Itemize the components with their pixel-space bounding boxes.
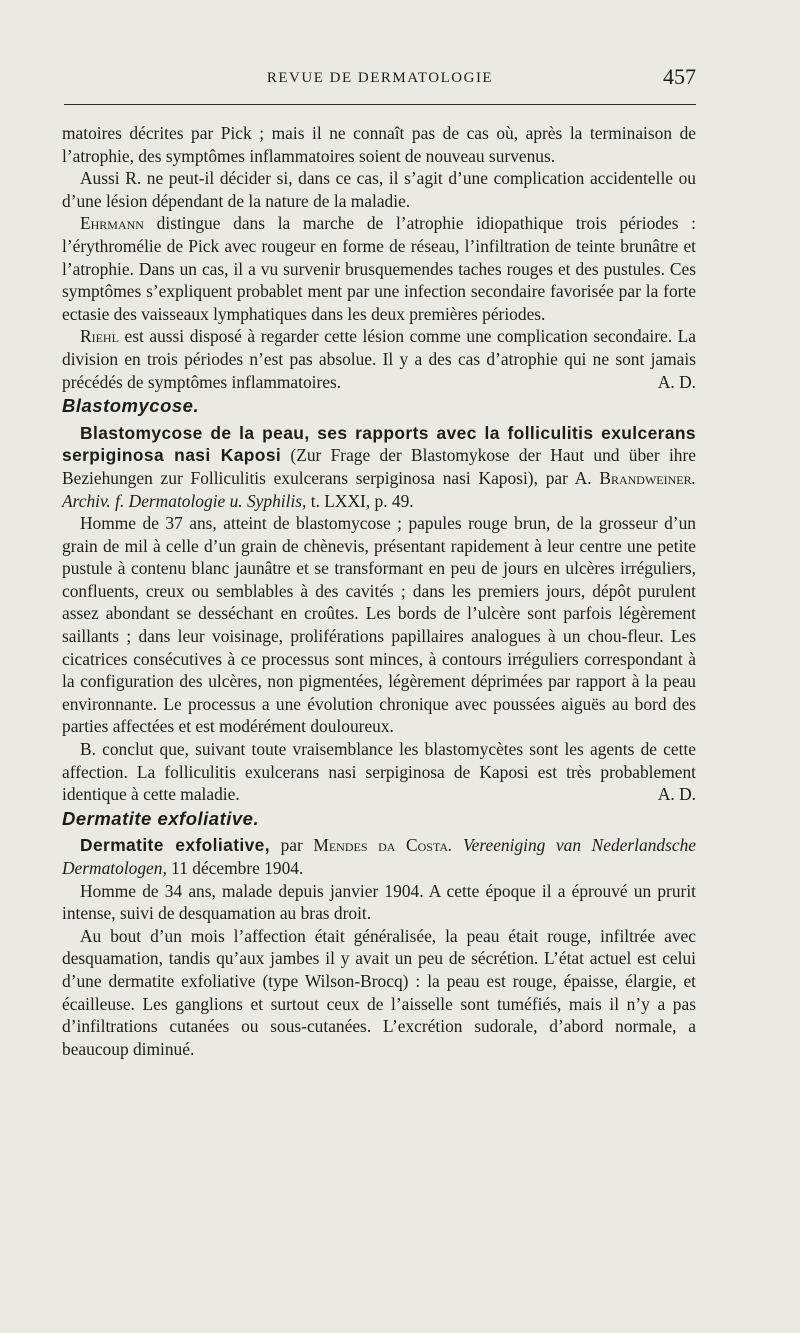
paragraph-aussi: Aussi R. ne peut-il décider si, dans ce cas, il s’agit d’une complication accidentelle ou d’une lésion dépendant de la nature de la maladie.	[62, 168, 696, 211]
paragraph-riehl	[62, 325, 696, 393]
signature: A. D.	[657, 784, 696, 805]
paragraph-conclusion	[62, 738, 696, 806]
paragraph-text: est aussi disposé à regarder cette lésion comme une complication secondaire. La division en trois périodes n’est pas absolue. Il y a des cas d’atrophie qui ne sont jamais précédés de symptômes inflammatoires.	[62, 326, 696, 392]
citation-details: t. LXXI, p. 49.	[306, 490, 414, 511]
citation-text: par	[270, 835, 314, 856]
page-number: 457	[663, 64, 696, 89]
article-citation	[62, 834, 696, 879]
paragraph-ehrmann	[62, 212, 696, 325]
paragraph-evolution: Au bout d’un mois l’affection était généralisée, la peau était rouge, infiltrée avec desquamation, tandis qu’aux jambes il y avait un peu de sécrétion. L’état actuel est celui d’une dermatite exfoliative (type Wilson-Brocq) : la peau est rouge, épaisse, élargie, et écailleuse. Les ganglions et surtout ceux de l’aisselle sont tuméfiés, mais il n’y a pas d’infiltrations cutanées ou sous-cutanées. L’excrétion sudorale, d’abord normale, a beaucoup diminué.	[62, 925, 696, 1059]
author-name: Ehrmann	[80, 213, 144, 234]
section-heading-blastomycose: Blastomycose.	[62, 395, 200, 417]
header-rule	[64, 104, 696, 105]
paragraph-continuation: matoires décrites par Pick ; mais il ne connaît pas de cas où, après la terminaison de l’atrophie, des symptômes inflammatoires soient de nouveau survenus.	[62, 123, 696, 166]
citation-author: Mendes da Costa	[313, 835, 449, 856]
running-head	[64, 66, 696, 96]
page-body	[62, 122, 696, 1060]
citation-details: 11 décembre 1904.	[166, 858, 304, 878]
article-title: Blastomycose de la peau, ses rapports avec la folliculitis exulcerans serpiginosa nasi Kaposi	[62, 422, 696, 466]
article-title: Dermatite exfoliative,	[80, 835, 270, 856]
citation-journal: . Archiv. f. Dermatologie u. Syphilis,	[62, 467, 696, 511]
paragraph-case: Homme de 34 ans, malade depuis janvier 1904. A cette époque il a éprouvé un prurit intense, suivi de desquamation au bras droit.	[62, 880, 696, 924]
author-name: Riehl	[80, 326, 119, 347]
paragraph-case: Homme de 37 ans, atteint de blastomycose ; papules rouge brun, de la grosseur d’un grain de mil à celle d’un grain de chènevis, présentant rapidement à leur centre une petite pustule à contenu blanc jaunâtre et se transformant en peu de jours en ulcères irréguliers, confluents, creux ou semblables à des cavités ; dans les premiers jours, dépôt purulent assez abondant se desséchant en croûtes. Les bords de l’ulcère sont parfois légèrement saillants ; dans leur voisinage, proliférations papillaires analogues à un chou-fleur. Les cicatrices consécutives à ce processus sont minces, à contours irréguliers correspondant à la configuration des ulcères, non pigmentées, légèrement déprimées par rapport à la peau environnante. Le processus a une évolution chronique avec poussées aiguës au bord des parties affectées et est modérément douloureux.	[62, 513, 696, 737]
paragraph-text: distingue dans la marche de l’atrophie idiopathique trois périodes : l’érythromélie de Pick avec rougeur en forme de réseau, l’infiltration de teinte brunâtre et l’atrophie. Dans un cas, il a vu survenir brusquemendes taches rouges et des pustules. Ces symptômes s’expliquent probablet ment par une infection secondaire favorisée par la forte ectasie des vaisseaux lymphatiques dans les deux premières périodes.	[62, 213, 696, 324]
citation-journal: . Vereeniging van Nederlandsche Dermatologen,	[62, 835, 696, 878]
article-citation	[62, 422, 696, 512]
section-heading-dermatite: Dermatite exfoliative.	[62, 807, 260, 829]
citation-author: Brandweiner	[599, 467, 692, 488]
running-title: REVUE DE DERMATOLOGIE	[266, 70, 494, 86]
citation-text: (Zur Frage der Blastomykose der Haut und über ihre Beziehungen zur Folliculitis exulcerans serpiginosa nasi Kaposi), par A.	[62, 445, 696, 488]
signature: A. D.	[657, 371, 696, 392]
paragraph-text: B. conclut que, suivant toute vraisemblance les blastomycètes sont les agents de cette affection. La folliculitis exulcerans nasi serpiginosa de Kaposi est très probablement identique à cette maladie.	[62, 739, 696, 805]
